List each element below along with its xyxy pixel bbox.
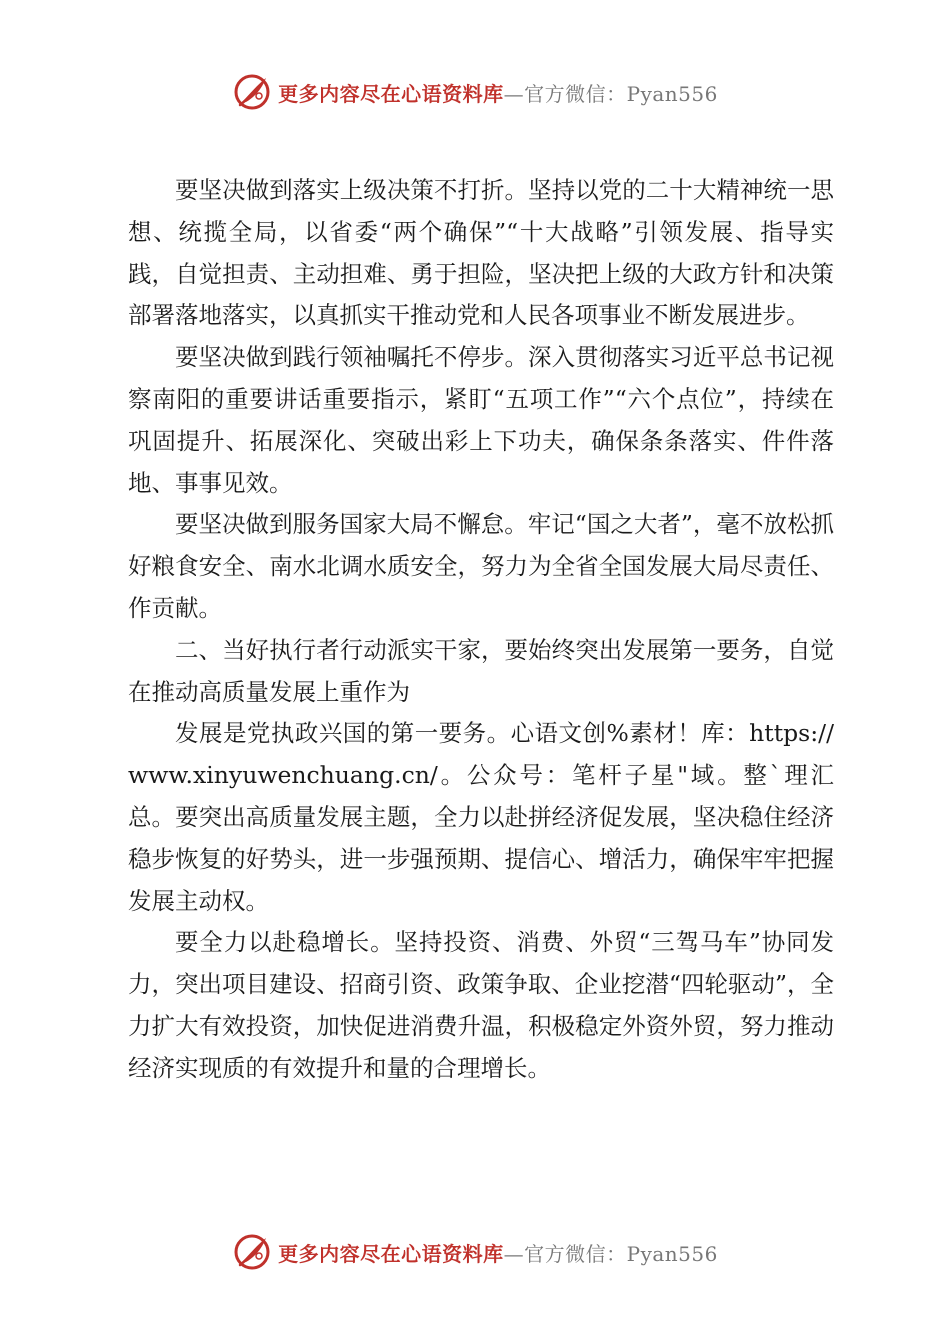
quill-pen-logo-icon	[232, 72, 272, 112]
paragraph-3: 要坚决做到服务国家大局不懈怠。牢记“国之大者”，毫不放松抓好粮食安全、南水北调水质安全，努力为全省全国发展大局尽责任、作贡献。	[128, 510, 834, 622]
header-banner-separator: —	[503, 81, 525, 106]
quill-pen-logo-icon	[232, 1232, 272, 1272]
paragraph-1: 要坚决做到落实上级决策不打折。坚持以党的二十大精神统一思想、统揽全局，以省委“两个确保”“十大战略”引领发展、指导实践，自觉担责、主动担难、勇于担险，坚决把上级的大政方针和决策部署落地落实，以真抓实干推动党和人民各项事业不断发展进步。	[128, 176, 834, 330]
document-body	[128, 170, 834, 1090]
header-banner-text	[278, 78, 718, 107]
footer-banner-title: 更多内容尽在心语资料库	[278, 1241, 504, 1266]
paragraph-6: 要全力以赴稳增长。坚持投资、消费、外贸“三驾马车”协同发力，突出项目建设、招商引资、政策争取、企业挖潜“四轮驱动”，全力扩大有效投资，加快促进消费升温，积极稳定外资外贸，努力推动经济实现质的有效提升和量的合理增长。	[128, 928, 834, 1082]
section-heading-2: 二、当好执行者行动派实干家，要始终突出发展第一要务，自觉在推动高质量发展上重作为	[128, 635, 834, 706]
footer-banner-separator: —	[503, 1241, 525, 1266]
paragraph-5: 发展是党执政兴国的第一要务。心语文创%素材！库：https://www.xinyuwenchuang.cn/。公众号：笔杆子星"域。整`理汇总。要突出高质量发展主题，全力以赴拼经济促发展，坚决稳住经济稳步恢复的好势头，进一步强预期、提信心、增活力，确保牢牢把握发展主动权。	[128, 719, 834, 915]
footer-banner-text	[278, 1238, 718, 1267]
footer-banner	[0, 1230, 950, 1274]
header-banner-title: 更多内容尽在心语资料库	[278, 81, 504, 106]
footer-banner-wechat: 官方微信：Pyan556	[524, 1241, 718, 1266]
paragraph-2: 要坚决做到践行领袖嘱托不停步。深入贯彻落实习近平总书记视察南阳的重要讲话重要指示，紧盯“五项工作”“六个点位”，持续在巩固提升、拓展深化、突破出彩上下功夫，确保条条落实、件件落地、事事见效。	[128, 343, 834, 497]
header-banner-wechat: 官方微信：Pyan556	[524, 81, 718, 106]
header-banner	[0, 70, 950, 114]
